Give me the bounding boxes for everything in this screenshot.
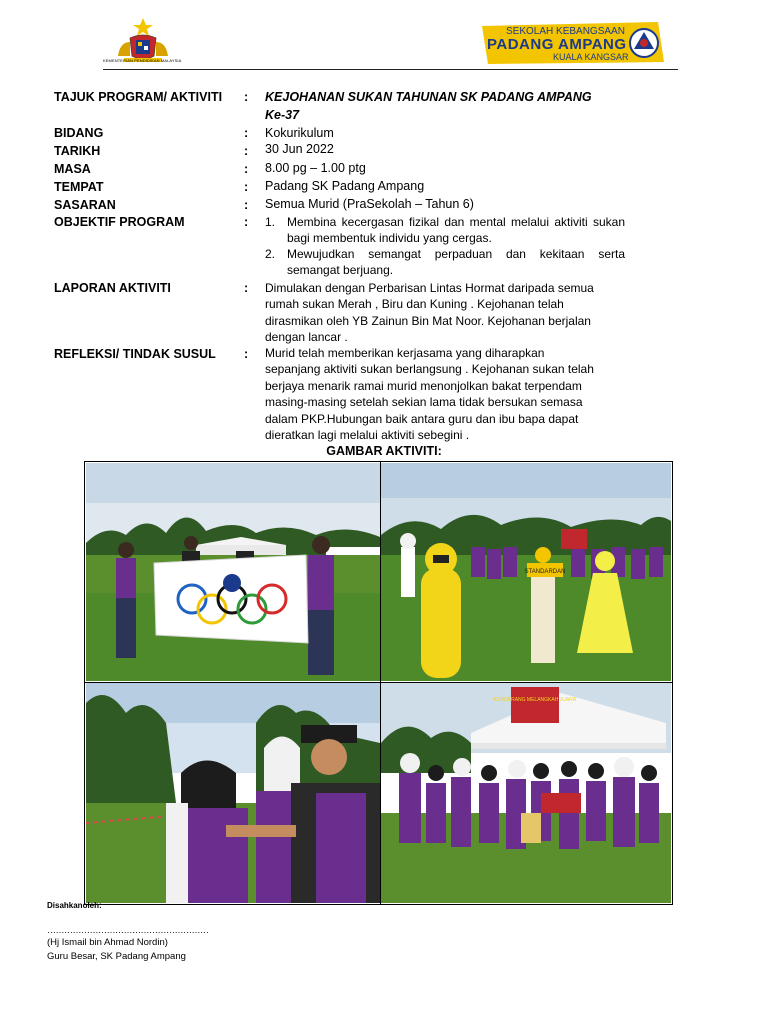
grid-divider-vertical: [380, 462, 381, 904]
verified-by-label: Disahkanoleh:: [47, 901, 102, 910]
tarikh-value: 30 Jun 2022: [265, 142, 334, 156]
objective-item: [265, 246, 625, 278]
signer-title: Guru Besar, SK Padang Ampang: [47, 951, 186, 962]
badge-line-2: PADANG AMPANG: [487, 36, 627, 53]
laporan-line: Dimulakan dengan Perbarisan Lintas Hormat daripada semua: [265, 281, 594, 295]
refleksi-line: dalam PKP.Hubungan baik antara guru dan ibu bapa dapat: [265, 411, 579, 426]
objektif-colon: :: [244, 215, 249, 229]
red-banner-text: KENDERANG MELANGKAH JUARA: [493, 697, 577, 703]
refleksi-line: dieratkan lagi melalui aktiviti sebegini .: [265, 428, 470, 443]
bidang-label: BIDANG: [54, 126, 104, 140]
refleksi-line: sepanjang aktiviti sukan berlangsung . Kejohanan sukan telah: [265, 362, 594, 377]
tempat-colon: :: [244, 180, 249, 194]
masa-value: 8.00 pg – 1.00 ptg: [265, 161, 366, 175]
program-label: TAJUK PROGRAM/ AKTIVITI: [54, 90, 223, 104]
header-divider: [103, 69, 678, 70]
refleksi-colon: :: [244, 347, 249, 361]
signer-name: (Hj Ismail bin Ahmad Nordin): [47, 937, 168, 948]
sasaran-value: Semua Murid (PraSekolah – Tahun 6): [265, 197, 474, 211]
tarikh-colon: :: [244, 144, 249, 158]
grid-divider-horizontal: [85, 682, 672, 683]
photo-flag-ceremony: [86, 463, 380, 681]
ministry-caption: KEMENTERIAN PENDIDIKAN MALAYSIA: [103, 58, 182, 63]
refleksi-line: berjaya menarik ramai murid menonjolkan bakat terpendam: [265, 378, 582, 393]
program-title: KEJOHANAN SUKAN TAHUNAN SK PADANG AMPANG: [265, 90, 592, 104]
sasaran-colon: :: [244, 198, 249, 212]
masa-label: MASA: [54, 162, 91, 176]
tempat-value: Padang SK Padang Ampang: [265, 179, 425, 193]
bidang-value: Kokurikulum: [265, 126, 334, 140]
yellow-banner-text: STANDARDAN: [524, 569, 566, 575]
badge-line-3: KUALA KANGSAR: [553, 52, 629, 62]
photo-medal-presentation: [86, 683, 380, 903]
objective-list: [265, 214, 625, 278]
objective-text: Membina kecergasan fizikal dan mental melalui aktiviti sukan bagi membentuk individu yang cergas.: [287, 215, 625, 245]
refleksi-line: Murid telah memberikan kerjasama yang diharapkan: [265, 346, 545, 360]
photo-mascot-parade: [381, 463, 671, 681]
refleksi-line: masing-masing setelah sekian lama tidak bersukan semasa: [265, 395, 583, 410]
objektif-label: OBJEKTIF PROGRAM: [54, 215, 185, 229]
masa-colon: :: [244, 162, 249, 176]
tempat-label: TEMPAT: [54, 180, 104, 194]
laporan-label: LAPORAN AKTIVITI: [54, 281, 171, 295]
activity-photo-grid: [84, 461, 673, 905]
laporan-colon: :: [244, 281, 249, 295]
laporan-line: rumah sukan Merah , Biru dan Kuning . Kejohanan telah: [265, 297, 564, 312]
laporan-line: dengan lancar .: [265, 330, 348, 345]
objective-number: 1.: [265, 215, 276, 229]
objective-number: 2.: [265, 247, 276, 261]
bidang-colon: :: [244, 126, 249, 140]
refleksi-label: REFLEKSI/ TINDAK SUSUL: [54, 347, 216, 361]
program-edition: Ke-37: [265, 108, 300, 122]
tarikh-label: TARIKH: [54, 144, 101, 158]
objective-text: Mewujudkan semangat perpaduan dan kekitaan serta semangat berjuang.: [287, 247, 625, 277]
photo-group-red-house: [381, 683, 671, 903]
sasaran-label: SASARAN: [54, 198, 116, 212]
gallery-title: GAMBAR AKTIVITI:: [326, 444, 442, 458]
objective-item: [265, 214, 625, 246]
laporan-text: [265, 280, 625, 346]
laporan-line: dirasmikan oleh YB Zainun Bin Mat Noor. Kejohanan berjalan: [265, 313, 591, 328]
program-colon: :: [244, 90, 249, 104]
signature-line: …………………………………………………: [47, 925, 209, 935]
refleksi-text: [265, 345, 625, 443]
badge-line-1: SEKOLAH KEBANGSAAN: [506, 26, 625, 37]
